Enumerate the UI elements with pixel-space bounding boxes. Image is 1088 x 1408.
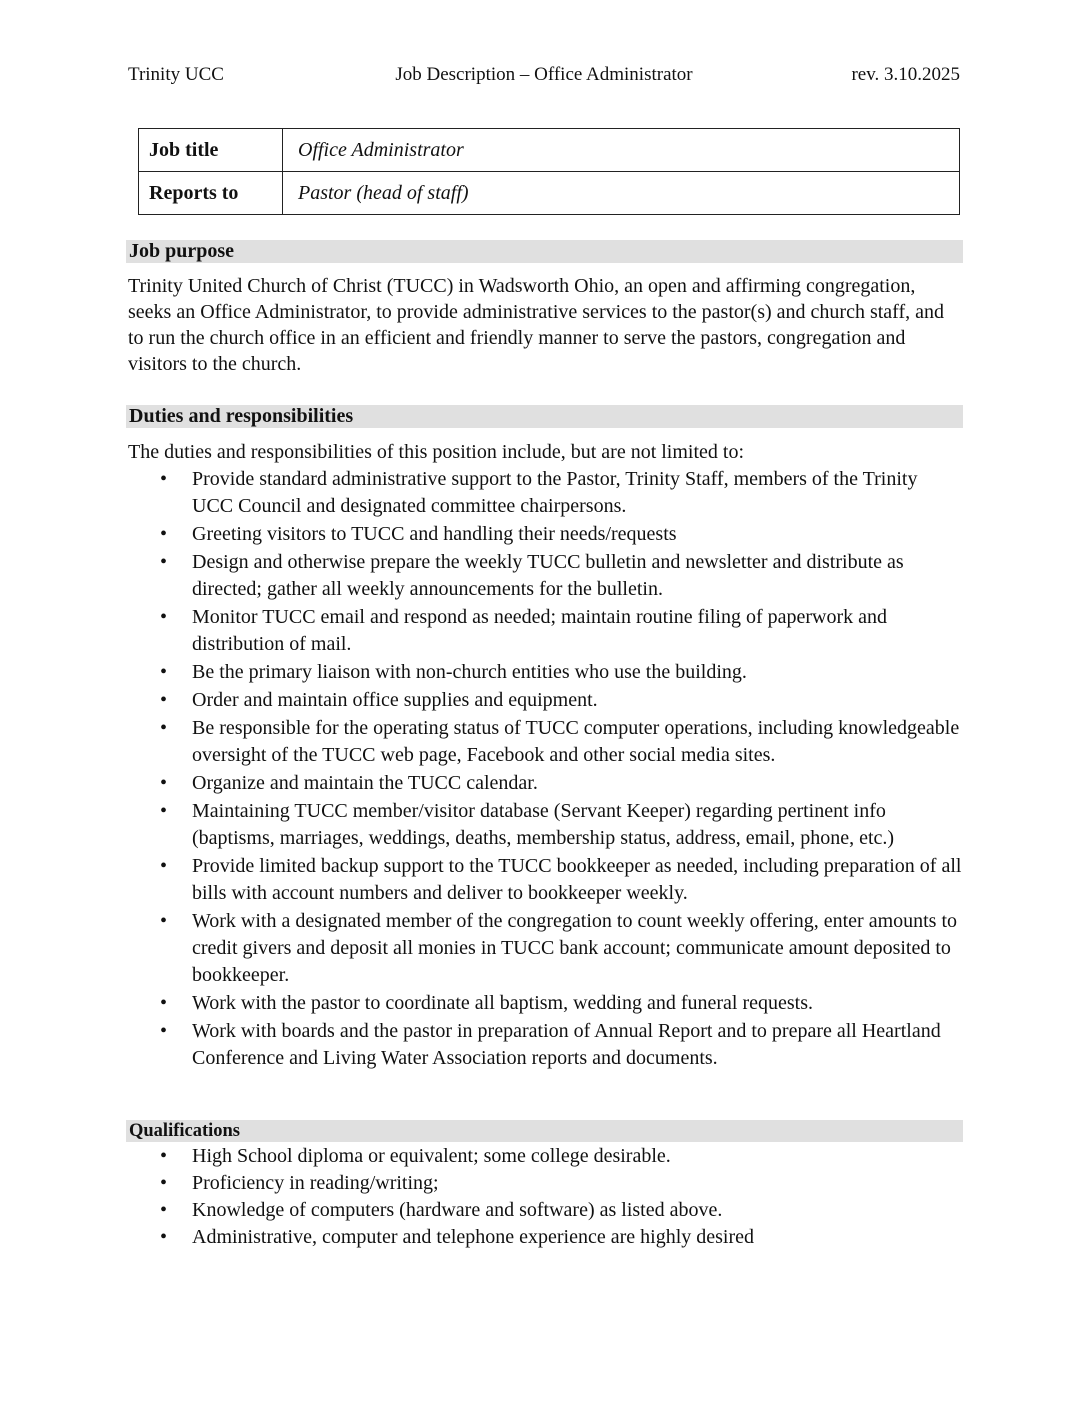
- list-item: • Proficiency in reading/writing;: [128, 1170, 963, 1196]
- list-item: • High School diploma or equivalent; some college desirable.: [128, 1143, 963, 1169]
- list-item: • Order and maintain office supplies and equipment.: [128, 687, 963, 714]
- job-title-value: Office Administrator: [283, 129, 960, 172]
- list-item: • Greeting visitors to TUCC and handling their needs/requests: [128, 521, 963, 548]
- qualifications-list: [128, 1143, 963, 1251]
- list-item: • Be the primary liaison with non-church entities who use the building.: [128, 659, 963, 686]
- list-item: • Work with boards and the pastor in preparation of Annual Report and to prepare all Heartland Conference and Living Water Association reports and documents.: [128, 1018, 963, 1072]
- list-item: • Work with the pastor to coordinate all baptism, wedding and funeral requests.: [128, 990, 963, 1017]
- header-document-title: Job Description – Office Administrator: [395, 64, 693, 85]
- table-row: [139, 172, 960, 215]
- list-item: • Monitor TUCC email and respond as needed; maintain routine filing of paperwork and distribution of mail.: [128, 604, 963, 658]
- reports-to-label: Reports to: [139, 172, 283, 215]
- list-item: • Provide limited backup support to the TUCC bookkeeper as needed, including preparation of all bills with account numbers and deliver to bookkeeper weekly.: [128, 853, 963, 907]
- list-item: • Knowledge of computers (hardware and software) as listed above.: [128, 1197, 963, 1223]
- job-purpose-text: Trinity United Church of Christ (TUCC) in Wadsworth Ohio, an open and affirming congregation, seeks an Office Administrator, to provide administrative services to the pastor(s) and church staff, and to run the church office in an efficient and friendly manner to serve the pastors, congregation and visitors to the church.: [128, 275, 945, 375]
- list-item: • Be responsible for the operating status of TUCC computer operations, including knowledgeable oversight of the TUCC web page, Facebook and other social media sites.: [128, 715, 963, 769]
- list-item: • Maintaining TUCC member/visitor database (Servant Keeper) regarding pertinent info (baptisms, marriages, weddings, deaths, membership status, address, email, phone, etc.): [128, 798, 963, 852]
- duties-intro: The duties and responsibilities of this position include, but are not limited to:: [128, 441, 745, 463]
- list-item: • Administrative, computer and telephone experience are highly desired: [128, 1224, 963, 1250]
- duties-heading: Duties and responsibilities: [126, 405, 963, 428]
- job-title-label: Job title: [139, 129, 283, 172]
- list-item: • Work with a designated member of the congregation to count weekly offering, enter amounts to credit givers and deposit all monies in TUCC bank account; communicate amount deposited to bookkeeper.: [128, 908, 963, 989]
- duties-list: [128, 466, 963, 1073]
- page-header: [128, 64, 960, 90]
- reports-to-value: Pastor (head of staff): [283, 172, 960, 215]
- job-purpose-heading: Job purpose: [126, 240, 963, 263]
- table-row: [139, 129, 960, 172]
- list-item: • Provide standard administrative support to the Pastor, Trinity Staff, members of the Trinity UCC Council and designated committee chairpersons.: [128, 466, 963, 520]
- list-item: • Organize and maintain the TUCC calendar.: [128, 770, 963, 797]
- job-info-table: [138, 128, 960, 215]
- qualifications-heading: Qualifications: [126, 1120, 963, 1142]
- list-item: • Design and otherwise prepare the weekly TUCC bulletin and newsletter and distribute as directed; gather all weekly announcements for the bulletin.: [128, 549, 963, 603]
- header-organization: Trinity UCC: [128, 64, 224, 85]
- header-revision: rev. 3.10.2025: [851, 64, 960, 85]
